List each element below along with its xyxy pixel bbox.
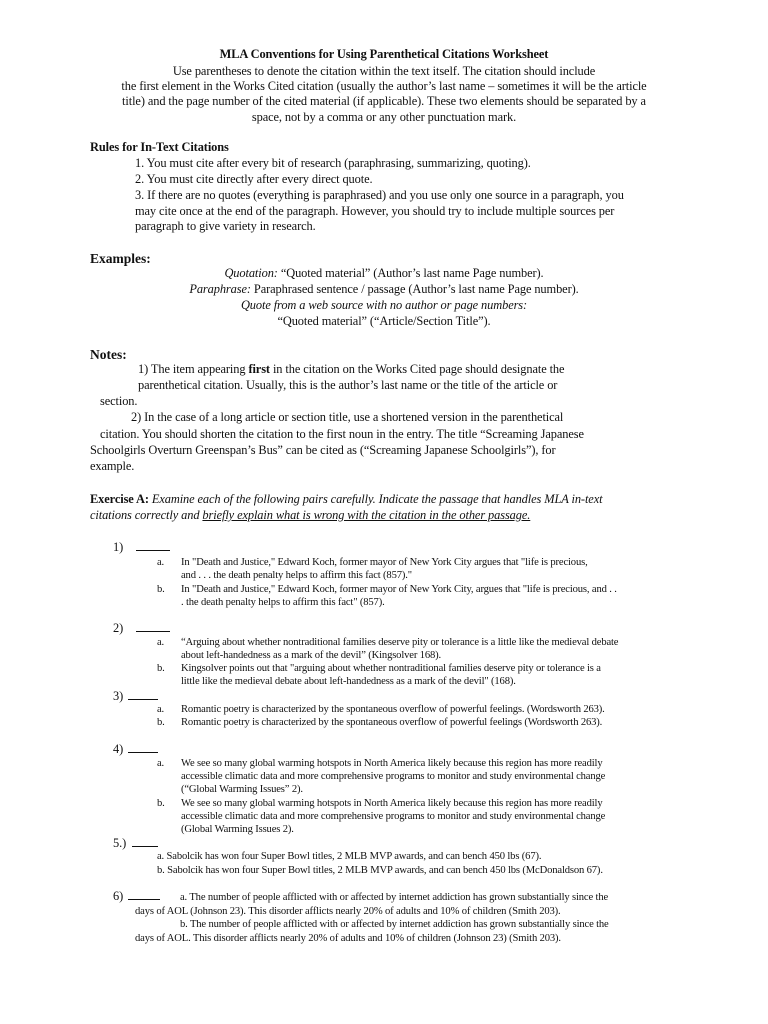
item-5-a-line: a. Sabolcik has won four Super Bowl titles, 2 MLB MVP awards, and can bench 450 lbs (67).: [157, 851, 542, 862]
item-6-b-line-1: b. The number of people afflicted with or affected by internet addiction has grown substantially since the: [180, 919, 609, 930]
rule-3-line-1: 3. If there are no quotes (everything is paraphrased) and you use only one source in a paragraph, you: [135, 188, 624, 202]
paraphrase-label: Paraphrase:: [189, 282, 251, 296]
item-3-blank[interactable]: [128, 689, 158, 704]
examples-heading: Examples:: [90, 251, 151, 266]
item-1-a-letter: a.: [157, 557, 165, 568]
item-6-num: 6): [113, 889, 124, 903]
exercise-instructions-line-1: [90, 492, 602, 507]
item-3-a-line-1: Romantic poetry is characterized by the spontaneous overflow of powerful feelings. (Wordsworth 263).: [181, 704, 605, 715]
item-4-b-line-1: We see so many global warming hotspots in North America likely because this region has more readily: [181, 798, 603, 809]
item-1-num: 1): [113, 540, 124, 554]
note-1-bold: first: [248, 362, 270, 376]
item-4-b-letter: b.: [157, 798, 165, 809]
note-2-line-2: citation. You should shorten the citation to the first noun in the entry. The title “Screaming Japanese: [100, 427, 584, 441]
item-2-b-line-2: little like the medieval debate about left-handedness as a mark of the devil" (168).: [181, 676, 516, 687]
item-3-number: [113, 689, 123, 704]
item-3-b-letter: b.: [157, 717, 165, 728]
item-1-b-line-2: . the death penalty helps to affirm this fact" (857).: [181, 597, 385, 608]
item-3-b-line-1: Romantic poetry is characterized by the spontaneous overflow of powerful feelings (Wordsworth 263).: [181, 717, 603, 728]
item-5-b-line: b. Sabolcik has won four Super Bowl titles, 2 MLB MVP awards, and can bench 450 lbs (McDonaldson 67).: [157, 865, 603, 876]
note-2-line-1: 2) In the case of a long article or section title, use a shortened version in the parenthetical: [131, 410, 564, 424]
page-title: MLA Conventions for Using Parenthetical Citations Worksheet: [219, 47, 549, 61]
rules-heading: Rules for In-Text Citations: [90, 140, 229, 154]
item-5-blank[interactable]: [132, 836, 158, 851]
exercise-label: Exercise A:: [90, 492, 149, 506]
example-paraphrase: [0, 282, 768, 297]
item-2-b-line-1: Kingsolver points out that "arguing about whether nontraditional families deserve pity or tolerance is a: [181, 663, 601, 674]
intro-line-4: space, not by a comma or any other punctuation mark.: [251, 110, 517, 124]
item-4-num: 4): [113, 742, 124, 756]
item-4-b-line-2: accessible climatic data and more comprehensive programs to monitor and study environmental change: [181, 811, 606, 822]
item-2-a-letter: a.: [157, 637, 165, 648]
item-4-b-line-3: (Global Warming Issues 2).: [181, 824, 294, 835]
note-1-pre: 1) The item appearing: [138, 362, 249, 376]
note-1-line-1: [138, 362, 564, 377]
example-web-label: Quote from a web source with no author or page numbers:: [240, 298, 528, 312]
item-4-a-line-1: We see so many global warming hotspots in North America likely because this region has more readily: [181, 758, 603, 769]
item-4-a-line-2: accessible climatic data and more comprehensive programs to monitor and study environmental change: [181, 771, 606, 782]
item-6-a-line-1: a. The number of people afflicted with or affected by internet addiction has grown substantially since the: [180, 892, 609, 903]
note-1-post: in the citation on the Works Cited page should designate the: [269, 362, 565, 376]
item-2-blank[interactable]: [136, 621, 170, 636]
example-quotation: [0, 266, 768, 281]
item-1-a-line-1: In "Death and Justice," Edward Koch, former mayor of New York City argues that "life is precious,: [181, 557, 588, 568]
example-web-text: “Quoted material” (“Article/Section Title”).: [277, 314, 491, 328]
item-3-num: 3): [113, 689, 124, 703]
exercise-instr-2-underlined: briefly explain what is wrong with the citation in the other passage.: [202, 508, 531, 522]
notes-heading: Notes:: [90, 347, 127, 362]
item-1-b-letter: b.: [157, 584, 165, 595]
item-6-number: [113, 889, 123, 904]
note-2-line-3: Schoolgirls Overturn Greenspan’s Bus” can be cited as (“Screaming Japanese Schoolgirls”), for: [90, 443, 556, 457]
rule-3-line-3: paragraph to give variety in research.: [135, 219, 316, 233]
intro-line-1: Use parentheses to denote the citation within the text itself. The citation should include: [172, 64, 596, 78]
quotation-label: Quotation:: [224, 266, 278, 280]
item-2-number: [113, 621, 123, 636]
exercise-instr-2-pre: citations correctly and: [90, 508, 203, 522]
item-6-blank[interactable]: [128, 889, 160, 904]
item-1-a-line-2: and . . . the death penalty helps to affirm this fact (857).": [181, 570, 412, 581]
rule-1: 1. You must cite after every bit of research (paraphrasing, summarizing, quoting).: [135, 156, 531, 170]
item-3-a-letter: a.: [157, 704, 165, 715]
item-2-a-line-2: about left-handedness as a mark of the devil” (Kingsolver 168).: [181, 650, 442, 661]
item-4-blank[interactable]: [128, 742, 158, 757]
note-1-line-3: section.: [100, 394, 138, 408]
note-1-line-2: parenthetical citation. Usually, this is the author’s last name or the title of the article or: [138, 378, 558, 392]
item-4-a-line-3: (“Global Warming Issues” 2).: [181, 784, 303, 795]
item-5-num: 5.): [113, 836, 127, 850]
item-6-b-line-2: days of AOL. This disorder afflicts nearly 20% of adults and 10% of children (Johnson 23) (Smith 203).: [135, 933, 561, 944]
intro-line-2: the first element in the Works Cited citation (usually the author’s last name – sometimes it will be the article: [121, 79, 647, 93]
intro-line-3: title) and the page number of the cited material (if applicable). These two elements should be separated by a: [122, 94, 646, 108]
paraphrase-text: Paraphrased sentence / passage (Author’s last name Page number).: [250, 282, 579, 296]
item-1-number: [113, 540, 123, 555]
rule-2: 2. You must cite directly after every direct quote.: [135, 172, 373, 186]
note-2-line-4: example.: [90, 459, 135, 473]
item-1-b-line-1: In "Death and Justice," Edward Koch, former mayor of New York City, argues that "life is precious, and . .: [181, 584, 617, 595]
item-2-num: 2): [113, 621, 124, 635]
item-6-a-line-2: days of AOL (Johnson 23). This disorder afflicts nearly 20% of adults and 10% of children (Smith 203).: [135, 906, 561, 917]
rule-3-line-2: may cite once at the end of the paragraph. However, you should try to include multiple sources per: [135, 204, 615, 218]
exercise-instr-1: Examine each of the following pairs carefully. Indicate the passage that handles MLA in-text: [148, 492, 603, 506]
item-4-number: [113, 742, 123, 757]
quotation-text: “Quoted material” (Author’s last name Page number).: [277, 266, 544, 280]
item-2-b-letter: b.: [157, 663, 165, 674]
item-2-a-line-1: “Arguing about whether nontraditional families deserve pity or tolerance is a little like the medieval debate: [181, 637, 619, 648]
item-1-blank[interactable]: [136, 540, 170, 555]
item-4-a-letter: a.: [157, 758, 165, 769]
exercise-instructions-line-2: [90, 508, 530, 523]
item-5-number: [113, 836, 126, 851]
